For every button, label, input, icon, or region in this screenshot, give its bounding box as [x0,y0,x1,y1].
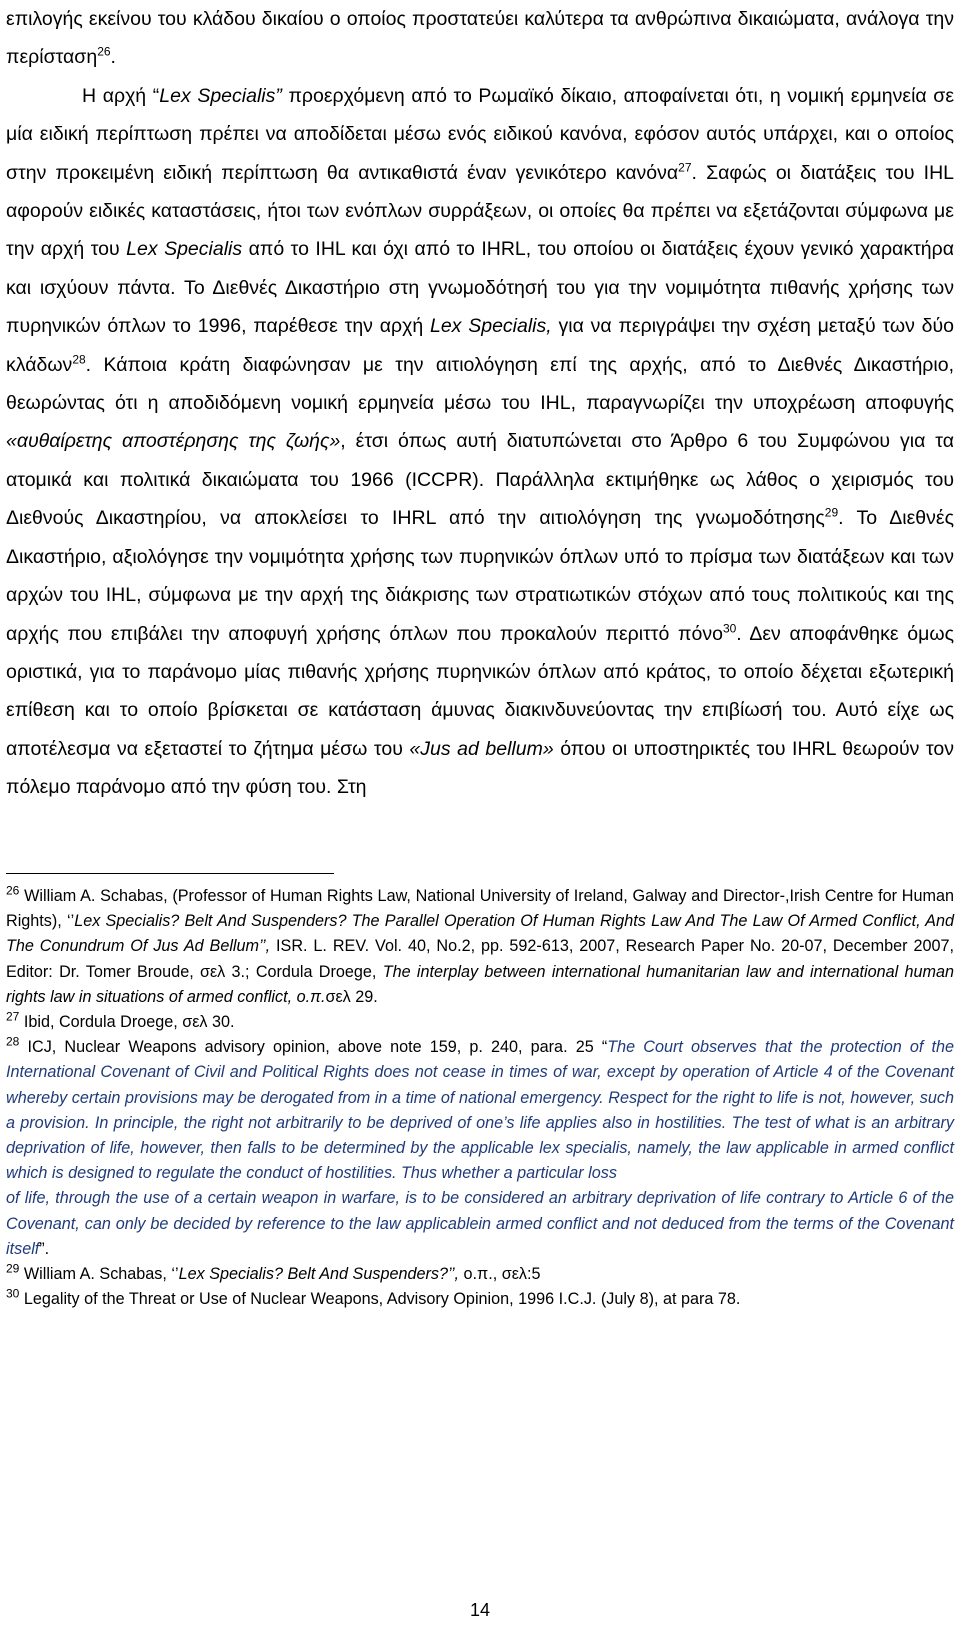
footnote-28: $^{28}$ ICJ, Nuclear Weapons advisory opinion, above note 159, p. 240, para. 25 “The Court observes that the protection of the International Covenant of Civil and Political Rights does not cease in times of war, except by operation of Article 4 of the Covenant whereby certain provisions may be derogated from in a time of national emergency. Respect for the right to life is not, however, such a provision. In principle, the right not arbitrarily to be deprived of one’s life applies also in hostilities. The test of what is an arbitrary deprivation of life, however, then falls to be determined by the applicable lex specialis, namely, the law applicable in armed conflict which is designed to regulate the conduct of hostilities. Thus whether a particular loss of life, through the use of a certain weapon in warfare, is to be considered an arbitrary deprivation of life contrary to Article 6 of the Covenant, can only be decided by reference to the law applicablein armed conflict and not deduced from the terms of the Covenant itself”. [6,1034,954,1258]
main-text: επιλογής εκείνου του κλάδου δικαίου ο οποίος προστατεύει καλύτερα τα ανθρώπινα δικαιώματα, ανάλογα την περίσταση$^{26}$. Η αρχή “Lex Specialis” προερχόμενη από το Ρωμαϊκό δίκαιο, αποφαίνεται ότι, η νομική ερμηνεία σε μία ειδική περίπτωση πρέπει να αποδίδεται μέσω ενός ειδικού κανόνα, εφόσον αυτός υπάρχει, και ο οποίος στην προκειμένη ειδική περίπτωση θα αντικαθιστά έναν γενικότερο κανόνα$^{27}$. Σαφώς οι διατάξεις του IHL αφορούν ειδικές καταστάσεις, ήτοι των ενόπλων συρράξεων, οι οποίες θα πρέπει να εξετάζονται σύμφωνα με την αρχή του Lex Specialis από το IHL και όχι από το IHRL, του οποίου οι διατάξεις έχουν γενικό χαρακτήρα και ισχύουν πάντα. Το Διεθνές Δικαστήριο στη γνωμοδότησή του για την νομιμότητα πιθανής χρήσης των πυρηνικών όπλων το 1996, παρέθεσε την αρχή Lex Specialis, για να περιγράψει την σχέση μεταξύ των δύο κλάδων$^{28}$. Κάποια κράτη διαφώνησαν με την αιτιολόγηση επί της αρχής, από το Διεθνές Δικαστήριο, θεωρώντας ότι η αποδιδόμενη νομική ερμηνεία μέσω του IHL, παραγνωρίζει την υποχρέωση αποφυγής «αυθαίρετης αποστέρησης της ζωής», έτσι όπως αυτή διατυπώνεται στο Άρθρο 6 του Συμφώνου για τα ατομικά και πολιτικά δικαιώματα του 1966 (ICCPR). Παράλληλα εκτιμήθηκε ως λάθος ο χειρισμός του Διεθνούς Δικαστηρίου, να αποκλείσει το IHRL από την αιτιολόγηση της γνωμοδότησης$^{29}$. Το Διεθνές Δικαστήριο, αξιολόγησε την νομιμότητα χρήσης των πυρηνικών όπλων υπό το πρίσμα των διατάξεων και των αρχών του IHL, σύμφωνα με την αρχή της διάκρισης των στρατιωτικών στόχων από τους πολιτικούς και της αρχής που επιβάλει την αποφυγή χρήσης όπλων που προκαλούν περιττό πόνο$^{30}$. Δεν αποφάνθηκε όμως οριστικά, για το παράνομο μίας πιθανής χρήσης πυρηνικών όπλων από κράτος, το οποίο δέχεται εξωτερική επίθεση και το οποίο βρίσκεται σε κατάσταση άμυνας διακινδυνεύοντας την επιβίωσή του. Αυτό είχε ως αποτέλεσμα να εξεταστεί το ζήτημα μέσω του «Jus ad bellum» όπου οι υποστηρικτές του IHRL θεωρούν τον πόλεμο παράνομο από την φύση του. Στη [6,8,955,799]
footnote-28-quote-cont: of life, through the use of a certain weapon in warfare, is to be considered an arbitrary deprivation of life contrary to Article 6 of the Covenant, can only be decided by reference to the law applicablein armed conflict and not deduced from the terms of the Covenant itself [6,1189,954,1258]
footnote-ref-30[interactable]: 30 [722,621,737,635]
footnote-30: $^{30}$ Legality of the Threat or Use of Nuclear Weapons, Advisory Opinion, 1996 I.C.J. (July 8), at para 78. [6,1286,741,1309]
footnote-27: $^{27}$ Ibid, Cordula Droege, σελ 30. [6,1009,235,1032]
paragraph-1: επιλογής εκείνου του κλάδου δικαίου ο οποίος προστατεύει καλύτερα τα ανθρώπινα δικαιώματα, ανάλογα την περίσταση [6,8,954,69]
footnote-26: $^{26}$ William A. Schabas, (Professor of Human Rights Law, National University of Ireland, Galway and Director-,Irish Centre for Human Rights), ‘’Lex Specialis? Belt And Suspenders? The Parallel Operation Of Human Rights Law And The Law Of Armed Conflict, And The Conundrum Of Jus Ad Bellum’’, ISR. L. REV. Vol. 40, No.2, pp. 592-613, 2007, Research Paper No. 20-07, December 2007, Editor: Dr. Tomer Broude, σελ 3.; Cordula Droege, The interplay between international humanitarian law and international human rights law in situations of armed conflict, ο.π.σελ 29. [6,883,954,1006]
page-number: 14 [469,1600,491,1620]
footnote-divider [6,873,334,874]
footnote-ref-29[interactable]: 29 [824,505,839,520]
footnote-28-quote: The Court observes that the protection of the International Covenant of Civil and Political Rights does not cease in times of war, except by operation of Article 4 of the Covenant whereby certain provisions may be derogated from in a time of national emergency. Respect for the right to life is not, however, such a provision. In principle, the right not arbitrarily to be deprived of one’s life applies also in hostilities. The test of what is an arbitrary deprivation of life, however, then falls to be determined by the applicable lex specialis, namely, the law applicable in armed conflict which is designed to regulate the conduct of hostilities. Thus whether a particular loss [6,1038,954,1183]
paragraph-2: Η αρχή “Lex Specialis” προερχόμενη από το Ρωμαϊκό δίκαιο, αποφαίνεται ότι, η νομική ερμηνεία σε μία ειδική περίπτωση πρέπει να αποδίδεται μέσω ενός ειδικού κανόνα, εφόσον αυτός υπάρχει, και ο οποίος στην προκειμένη ειδική περίπτωση θα αντικαθιστά έναν γενικότερο κανόνα$^{27}$. Σαφώς οι διατάξεις του IHL αφορούν ειδικές καταστάσεις, ήτοι των ενόπλων συρράξεων, οι οποίες θα πρέπει να εξετάζονται σύμφωνα με την αρχή του Lex Specialis από το IHL και όχι από το IHRL, του οποίου οι διατάξεις έχουν γενικό χαρακτήρα και ισχύουν πάντα. Το Διεθνές Δικαστήριο στη γνωμοδότησή του για την νομιμότητα πιθανής χρήσης των πυρηνικών όπλων το 1996, παρέθεσε την αρχή Lex Specialis, για να περιγράψει την σχέση μεταξύ των δύο κλάδων$^{28}$. Κάποια κράτη διαφώνησαν με την αιτιολόγηση επί της αρχής, από το Διεθνές Δικαστήριο, θεωρώντας ότι η αποδιδόμενη νομική ερμηνεία μέσω του IHL, παραγνωρίζει την υποχρέωση αποφυγής «αυθαίρετης αποστέρησης της ζωής», έτσι όπως αυτή διατυπώνεται στο Άρθρο 6 του Συμφώνου για τα ατομικά και πολιτικά δικαιώματα του 1966 (ICCPR). Παράλληλα εκτιμήθηκε ως λάθος ο χειρισμός του Διεθνούς Δικαστηρίου, να αποκλείσει το IHRL από την αιτιολόγηση της γνωμοδότησης$^{29}$. Το Διεθνές Δικαστήριο, αξιολόγησε την νομιμότητα χρήσης των πυρηνικών όπλων υπό το πρίσμα των διατάξεων και των αρχών του IHL, σύμφωνα με την αρχή της διάκρισης των στρατιωτικών στόχων από τους πολιτικούς και της αρχής που επιβάλει την αποφυγή χρήσης όπλων που προκαλούν περιττό πόνο$^{30}$. Δεν αποφάνθηκε όμως οριστικά, για το παράνομο μίας πιθανής χρήσης πυρηνικών όπλων από κράτος, το οποίο δέχεται εξωτερική επίθεση και το οποίο βρίσκεται σε κατάσταση άμυνας διακινδυνεύοντας την επιβίωσή του. Αυτό είχε ως αποτέλεσμα να εξεταστεί το ζήτημα μέσω του «Jus ad bellum» όπου οι υποστηρικτές του IHRL θεωρούν τον πόλεμο παράνομο από την φύση του. Στη [6,84,955,799]
footnote-ref-26[interactable]: 26 [97,44,111,59]
footnotes [6,884,954,1312]
footnote-29: $^{29}$ William A. Schabas, ‘’Lex Specialis? Belt And Suspenders?’’, ο.π., σελ:5 [6,1261,541,1284]
footnote-ref-27[interactable]: 27 [678,160,692,175]
footnote-ref-28[interactable]: 28 [72,352,86,367]
